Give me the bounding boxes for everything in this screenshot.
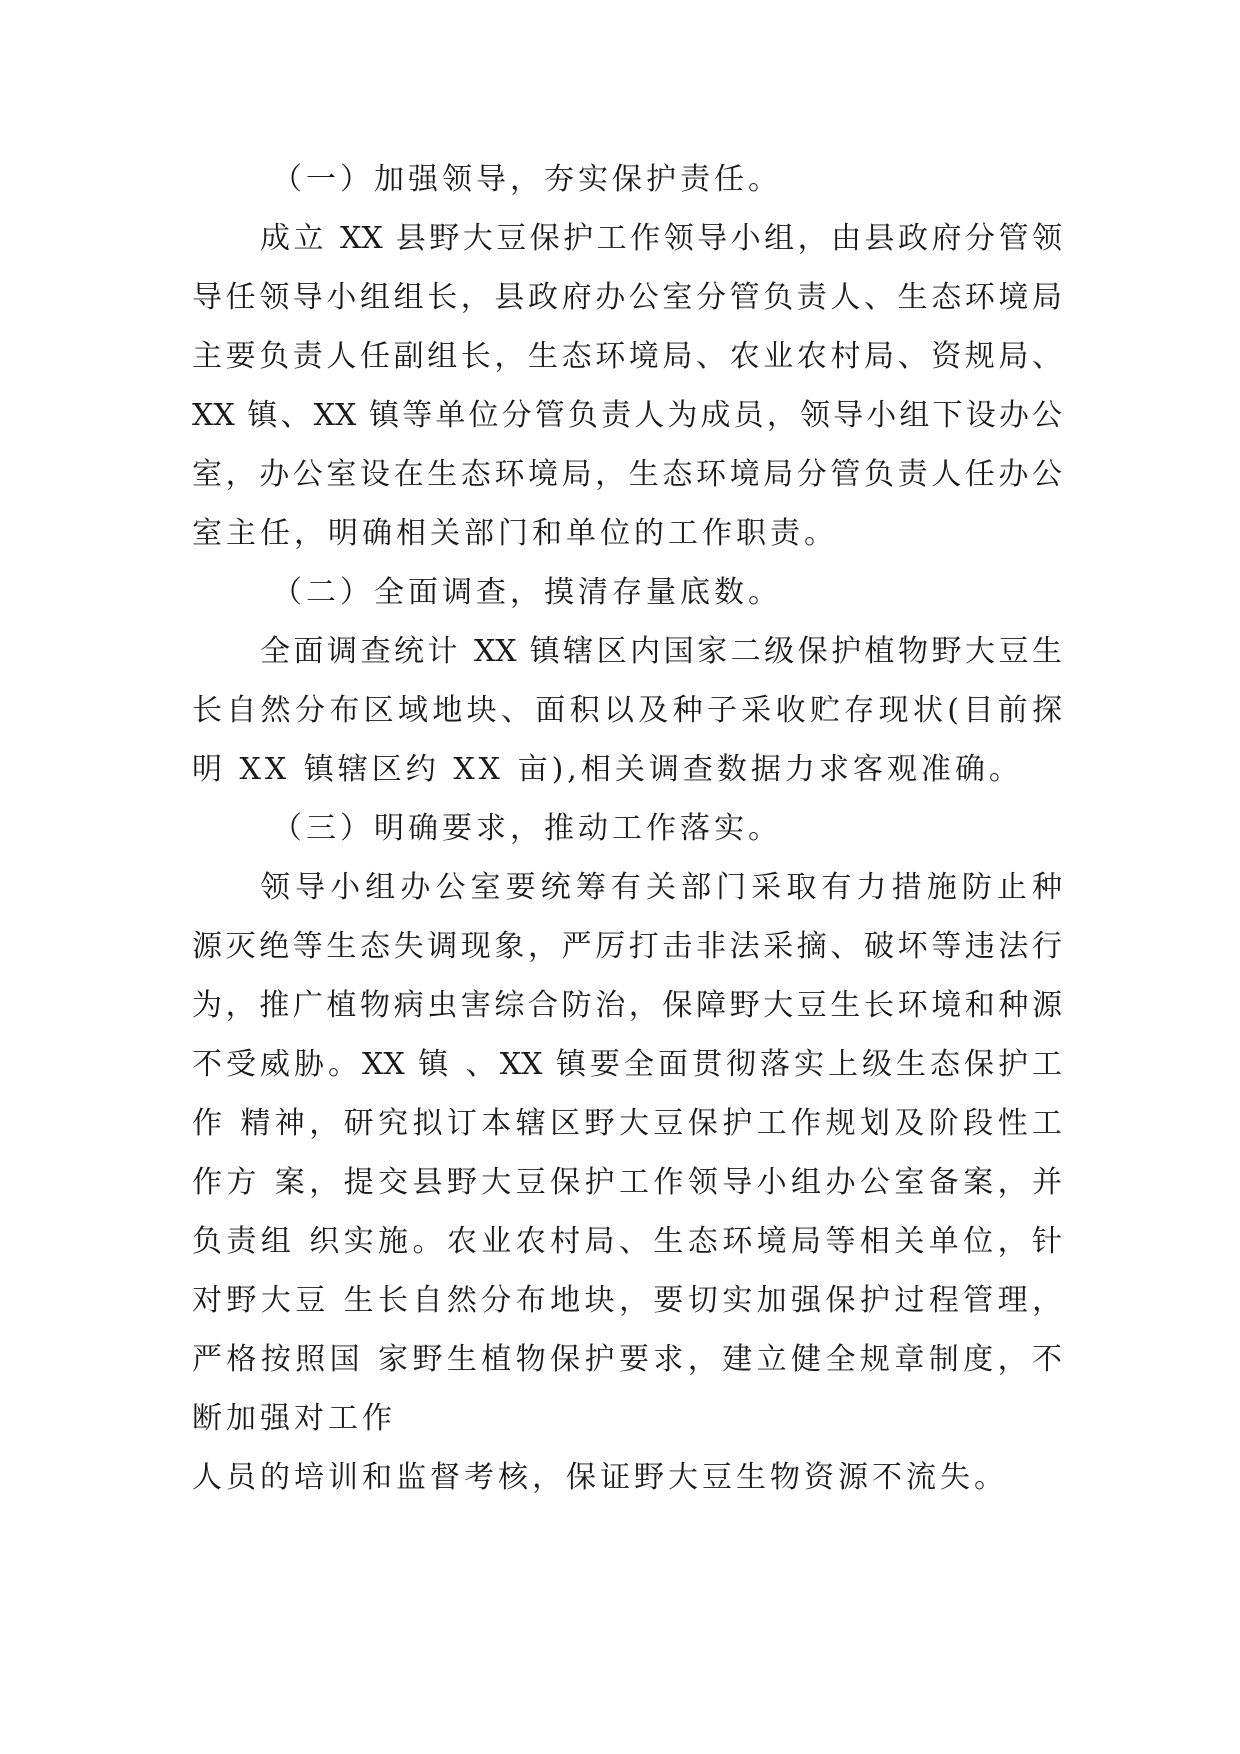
paragraph-line: XX 镇、XX 镇等单位分管负责人为成员，领导小组下设办公: [192, 398, 1062, 433]
paragraph-line: 导任领导小组组长，县政府办公室分管负责人、生态环境局: [192, 280, 1062, 315]
paragraph-line: 成立 XX 县野大豆保护工作领导小组，由县政府分管领: [260, 221, 1062, 256]
section-heading-1: （一）加强领导，夯实保护责任。: [272, 162, 782, 197]
paragraph-line: 全面调查统计 XX 镇辖区内国家二级保护植物野大豆生: [260, 634, 1062, 669]
paragraph-line: 作 精神，研究拟订本辖区野大豆保护工作规划及阶段性工: [192, 1106, 1062, 1141]
paragraph-line: 严格按照国 家野生植物保护要求，建立健全规章制度，不: [192, 1342, 1062, 1377]
paragraph-line: 源灭绝等生态失调现象，严厉打击非法采摘、破坏等违法行: [192, 929, 1062, 964]
paragraph-line: 对野大豆 生长自然分布地块，要切实加强保护过程管理，: [192, 1283, 1062, 1318]
paragraph-line: 明 XX 镇辖区约 XX 亩),相关调查数据力求客观准确。: [192, 752, 1023, 787]
paragraph-line: 室主任，明确相关部门和单位的工作职责。: [192, 516, 838, 551]
document-body: [192, 150, 1062, 1507]
paragraph-line: 主要负责人任副组长，生态环境局、农业农村局、资规局、: [192, 339, 1062, 374]
paragraph-line: 室，办公室设在生态环境局，生态环境局分管负责人任办公: [192, 457, 1062, 492]
paragraph-line: 人员的培训和监督考核，保证野大豆生物资源不流失。: [192, 1460, 1008, 1495]
paragraph-line: 作方 案，提交县野大豆保护工作领导小组办公室备案，并: [192, 1165, 1062, 1200]
paragraph-line: 为，推广植物病虫害综合防治，保障野大豆生长环境和种源: [192, 988, 1062, 1023]
paragraph-line: 领导小组办公室要统筹有关部门采取有力措施防止种: [260, 870, 1062, 905]
section-heading-3: （三）明确要求，推动工作落实。: [272, 811, 782, 846]
paragraph-line: 不受威胁。XX 镇 、XX 镇要全面贯彻落实上级生态保护工: [192, 1047, 1062, 1082]
section-heading-2: （二）全面调查，摸清存量底数。: [272, 575, 782, 610]
paragraph-line: 负责组 织实施。农业农村局、生态环境局等相关单位，针: [192, 1224, 1062, 1259]
paragraph-line: 断加强对工作: [192, 1401, 396, 1436]
paragraph-line: 长自然分布区域地块、面积以及种子采收贮存现状(目前探: [192, 693, 1062, 728]
